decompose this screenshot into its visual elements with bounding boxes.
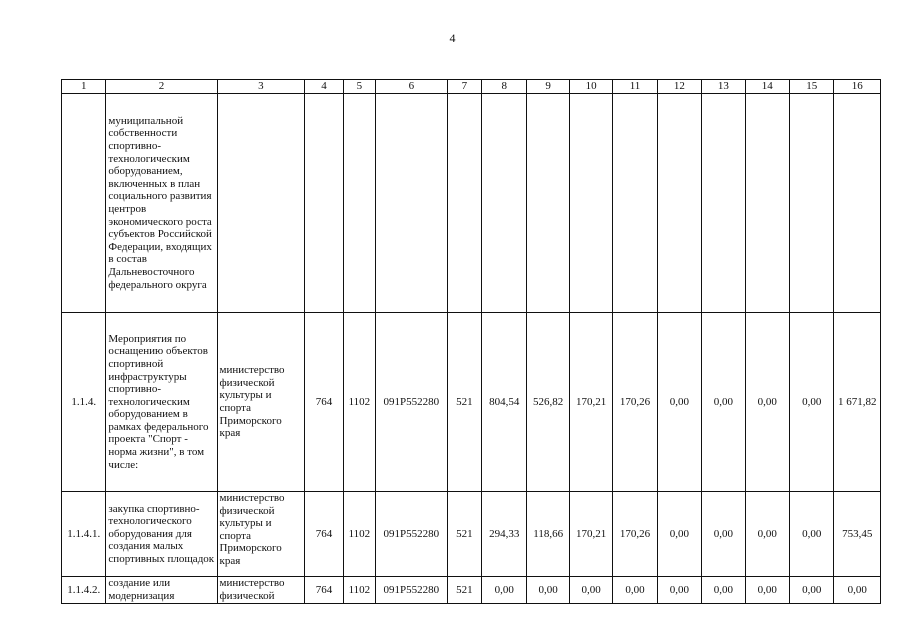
cell-col4: 764 [305, 492, 343, 577]
cell-col4: 764 [305, 577, 343, 604]
cell-col7: 521 [447, 577, 481, 604]
header-cell: 6 [376, 80, 448, 94]
cell-col16: 1 671,82 [834, 313, 881, 492]
cell-col4 [305, 94, 343, 313]
cell-col9: 526,82 [527, 313, 569, 492]
header-cell: 4 [305, 80, 343, 94]
cell-col10: 0,00 [569, 577, 612, 604]
cell-col6: 091P552280 [376, 492, 448, 577]
header-cell: 11 [613, 80, 657, 94]
row-code: 1.1.4.1. [62, 492, 106, 577]
cell-col7: 521 [447, 492, 481, 577]
header-cell: 10 [569, 80, 612, 94]
cell-col5: 1102 [343, 313, 375, 492]
cell-col13 [702, 94, 745, 313]
cell-col11: 170,26 [613, 492, 657, 577]
cell-col8: 804,54 [482, 313, 527, 492]
row-executor [217, 94, 305, 313]
cell-col15: 0,00 [789, 313, 833, 492]
row-description: Мероприятия по оснащению объектов спортивной инфраструктуры спортивно-технологическим оборудованием в рамках федерального проекта "Спорт - норма жизни", в том числе: [106, 313, 217, 492]
cell-col13: 0,00 [702, 492, 745, 577]
cell-col6: 091P552280 [376, 577, 448, 604]
cell-col9: 0,00 [527, 577, 569, 604]
table-row [62, 94, 881, 313]
cell-col12: 0,00 [657, 577, 701, 604]
cell-col6 [376, 94, 448, 313]
header-cell: 14 [745, 80, 789, 94]
header-cell: 3 [217, 80, 305, 94]
cell-col11: 0,00 [613, 577, 657, 604]
header-cell: 12 [657, 80, 701, 94]
cell-col4: 764 [305, 313, 343, 492]
cell-col15 [789, 94, 833, 313]
cell-col15: 0,00 [789, 577, 833, 604]
cell-col12 [657, 94, 701, 313]
cell-col14: 0,00 [745, 577, 789, 604]
row-code [62, 94, 106, 313]
cell-col14: 0,00 [745, 492, 789, 577]
header-cell: 15 [789, 80, 833, 94]
cell-col16: 753,45 [834, 492, 881, 577]
cell-col11 [613, 94, 657, 313]
cell-col5: 1102 [343, 577, 375, 604]
row-description: создание или модернизация [106, 577, 217, 604]
cell-col9: 118,66 [527, 492, 569, 577]
cell-col13: 0,00 [702, 313, 745, 492]
row-description: муниципальной собственности спортивно-технологическим оборудованием, включенных в план социального развития центров экономического роста субъектов Российской Федерации, входящих в состав Дальневосточного федерального округа [106, 94, 217, 313]
cell-col6: 091P552280 [376, 313, 448, 492]
cell-col10: 170,21 [569, 313, 612, 492]
budget-table [61, 79, 881, 604]
table-row [62, 313, 881, 492]
cell-col16: 0,00 [834, 577, 881, 604]
header-cell: 7 [447, 80, 481, 94]
row-code: 1.1.4.2. [62, 577, 106, 604]
cell-col14: 0,00 [745, 313, 789, 492]
cell-col12: 0,00 [657, 492, 701, 577]
cell-col8 [482, 94, 527, 313]
header-cell: 5 [343, 80, 375, 94]
row-executor: министерство физической культуры и спорта Приморского края [217, 313, 305, 492]
row-code: 1.1.4. [62, 313, 106, 492]
cell-col10: 170,21 [569, 492, 612, 577]
page-number: 4 [449, 31, 456, 45]
cell-col5 [343, 94, 375, 313]
header-cell: 8 [482, 80, 527, 94]
cell-col13: 0,00 [702, 577, 745, 604]
cell-col8: 0,00 [482, 577, 527, 604]
table-row [62, 492, 881, 577]
row-description: закупка спортивно-технологического оборудования для создания малых спортивных площадок [106, 492, 217, 577]
header-cell: 13 [702, 80, 745, 94]
cell-col16 [834, 94, 881, 313]
cell-col5: 1102 [343, 492, 375, 577]
cell-col7 [447, 94, 481, 313]
cell-col15: 0,00 [789, 492, 833, 577]
table-row [62, 577, 881, 604]
row-executor: министерство физической культуры и спорта Приморского края [217, 492, 305, 577]
header-cell: 16 [834, 80, 881, 94]
cell-col9 [527, 94, 569, 313]
header-cell: 9 [527, 80, 569, 94]
cell-col10 [569, 94, 612, 313]
header-cell: 2 [106, 80, 217, 94]
row-executor: министерство физической [217, 577, 305, 604]
cell-col8: 294,33 [482, 492, 527, 577]
header-cell: 1 [62, 80, 106, 94]
column-number-row [62, 80, 881, 94]
cell-col14 [745, 94, 789, 313]
cell-col7: 521 [447, 313, 481, 492]
cell-col11: 170,26 [613, 313, 657, 492]
cell-col12: 0,00 [657, 313, 701, 492]
